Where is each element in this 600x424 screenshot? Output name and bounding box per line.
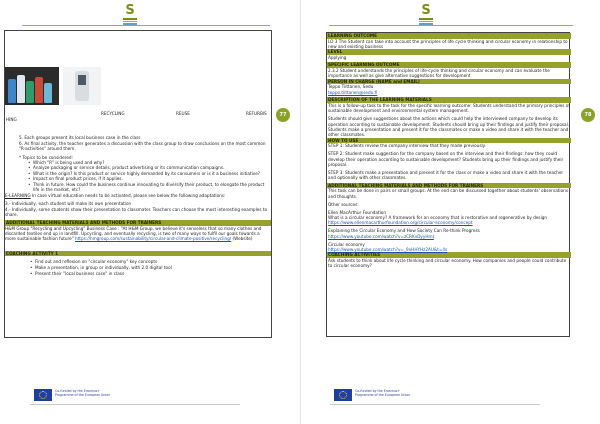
elearning-label: E-LEARNING (5, 193, 31, 199)
source-description: Circular economy (328, 241, 365, 247)
howto-step: STEP 2: Student make suggestion for the company based on the interview and their findings: how they could develop their operation according to sustainable development? Students bring up their findings and justify their proposal. (328, 151, 564, 168)
caption-reuse: REUSE (176, 111, 190, 116)
activity-list (5, 259, 271, 276)
materials-text (5, 226, 271, 242)
footer-rule (30, 404, 240, 405)
source-description: Explaining the Circular Economy and How Society Can Re-think Progress (328, 228, 480, 234)
caption-refurbishing-cont: HING (6, 117, 17, 122)
description-paragraph: This is a follow-up task to the task for the specific learning outcome: Students understand the primary principles of sustainable development and environmental system management. (328, 102, 570, 114)
person-email-link[interactable]: teppo.tiittanen@sedu.fi (328, 89, 378, 95)
right-body (327, 33, 571, 269)
product-images (5, 67, 273, 105)
footer-rule (330, 404, 540, 405)
topics-heading: * Topics to be considered: (19, 154, 73, 160)
youtube-link-rethink-progress[interactable]: https://www.youtube.com/watch?v=zCRKvDyyHmI (328, 233, 434, 239)
howto-step: STEP 3: Students make a presentation and present it for the class or make a video and share it with the teacher and optionally with other classmates. (328, 169, 564, 181)
youtube-link-circular-economy[interactable]: https://www.youtube.com/watch?v=_9vHHYHz2AU&t=4s (328, 247, 448, 253)
section-bar-outcome: LEARNING OUTCOME (327, 33, 571, 39)
section-bar-person: PERSON IN CHARGE (NAME and EMAIL) (327, 79, 571, 85)
outcome-text: LO 3 The Student can take into account the principles of life cycle thinking and circular economy in relationship to new and existing business (328, 38, 568, 49)
eu-flag-icon (334, 389, 352, 401)
project-logo-icon: S (123, 4, 137, 24)
source-name: Ellen MacArthur Foundation (328, 209, 386, 215)
refurbished-product-image (63, 67, 101, 105)
adaptation-item: 3.- Individually, each student will make its own presentation (5, 201, 132, 207)
specific-outcome-text: 2.3.2 Student understands the principles of life-cycle thinking and circular economy and can evaluate the importance as well as give alternative suggestions for development (328, 68, 550, 79)
activity-item: • Present their "local business case" in class (35, 271, 271, 276)
section-bar-activity: COACHING ACTIVITY 1 (5, 251, 271, 257)
topic-item: • Think in future. How could the business continue innovating to diversify their product, to elongate the product life in the market, etc? (33, 182, 271, 193)
topic-item: • What is the origin? Is this product or service highly demanded by its consumers or is it a business initiative? (33, 171, 271, 176)
activity-item: • Make a presentation, in group or individually, with 2.0 digital tool (35, 265, 271, 270)
eu-cofunded-text: Co-funded by the Erasmus+ Programme of the European Union (355, 389, 411, 397)
section-bar-coaching: COACHING ACTIVITIES (327, 252, 571, 258)
level-text: Applying (328, 55, 347, 60)
caption-recycling: RECYCLING (101, 111, 125, 116)
source-description: What is a circular economy? A framework for an economy that is restorative and regenerative by design (328, 215, 548, 220)
project-logo-icon: S (419, 4, 433, 24)
activity-item: • Find out and reflexion on "circular economy" key concepts (35, 259, 271, 264)
eu-flag-icon (34, 389, 52, 401)
topic-item: • Analyze packaging or service details, product advertising or its communication campaigns. (33, 165, 271, 170)
coaching-text: Ask students to think about life cycle thinking and circular economy. How companies and people could contribute to circular economy? (328, 258, 567, 269)
additional-text: This task can be done in pairs or small groups. At the end can be discussed together about students' observations and thoughts. (328, 188, 568, 199)
ellen-macarthur-link[interactable]: https://www.ellenmacarthurfoundation.org/circular-economy/concept (328, 220, 473, 226)
topics-list (5, 160, 271, 192)
section-bar-materials: ADDITIONAL TEACHING MATERIALS AND METHODS FOR TRAINERS (5, 220, 271, 226)
right-footer (330, 388, 550, 408)
left-content-box (4, 30, 272, 338)
hm-group-link[interactable]: https://hmgroup.com/sustainability/circular-and-climate-positive/recycling/ (75, 236, 232, 242)
page-number-badge: 77 (276, 108, 290, 122)
step-item: 6. As final activity, the teacher generates a discussion with the class group to draw conclusions on the most common "R-activities" around them. (19, 140, 266, 152)
recycled-bottles-image (5, 67, 59, 105)
description-paragraph: Students should give suggestions about the actions which could help the interviewed company to develop its operation according to sustainable development. Students should bring up their findings and justify their proposal. Students make a presentation and present it for the classmates or make a video and share it with the teacher and other classmates. (328, 116, 570, 138)
materials-description: H&M Group "Recycling and Upcycling" Business Case : "At H&M Group, we believe it's senseless that so many clothes and discarded textiles end up in landfill. Upcycling, and eventually recycling, is two of many ways to fulfil our goals towards a more sustainable fashion future" (5, 225, 262, 242)
section-bar-level: LEVEL (327, 49, 571, 55)
topic-item: • Which "R" is being used and why? (33, 160, 271, 165)
left-footer (30, 388, 250, 408)
step-list (5, 135, 271, 152)
other-sources-heading: Other sources: (328, 201, 359, 207)
header-rule (329, 25, 573, 26)
topic-item: • Impact on final product prices, if it applies. (33, 176, 271, 181)
right-content-box (326, 32, 570, 337)
section-bar-how-to-use: HOW TO USE (327, 138, 571, 144)
caption-refurbishing: REFURBIS (246, 111, 267, 116)
section-bar-description: DESCRIPTION OF THE LEARNING MATERIALS (327, 97, 571, 103)
page-number-badge: 78 (581, 108, 595, 122)
section-bar-specific-outcome: SPECIFIC LEARNING OUTCOME (327, 62, 571, 68)
step-item: 5. Each groups present its local business case in the class (19, 135, 141, 140)
section-bar-additional-materials: ADDITIONAL TEACHING MATERIALS AND METHODS FOR TRAINERS (327, 183, 571, 189)
howto-step: STEP 1: Students review the company interview that they made previously. (328, 143, 486, 149)
person-name: Teppo Tiittanen, Sedu (328, 84, 374, 90)
left-body (5, 135, 271, 277)
materials-suffix: (Website) (231, 236, 253, 242)
header-rule (22, 25, 270, 26)
adaptation-item: 4.- Individually, some students show their presentation to classmater. Teachers can choose the most interesting examples to share. (5, 206, 268, 218)
elearning-text: In case virtual education needs to be activated, please see below the following adaptations: (30, 193, 226, 199)
eu-cofunded-text: Co-funded by the Erasmus+ Programme of the European Union (55, 389, 111, 397)
